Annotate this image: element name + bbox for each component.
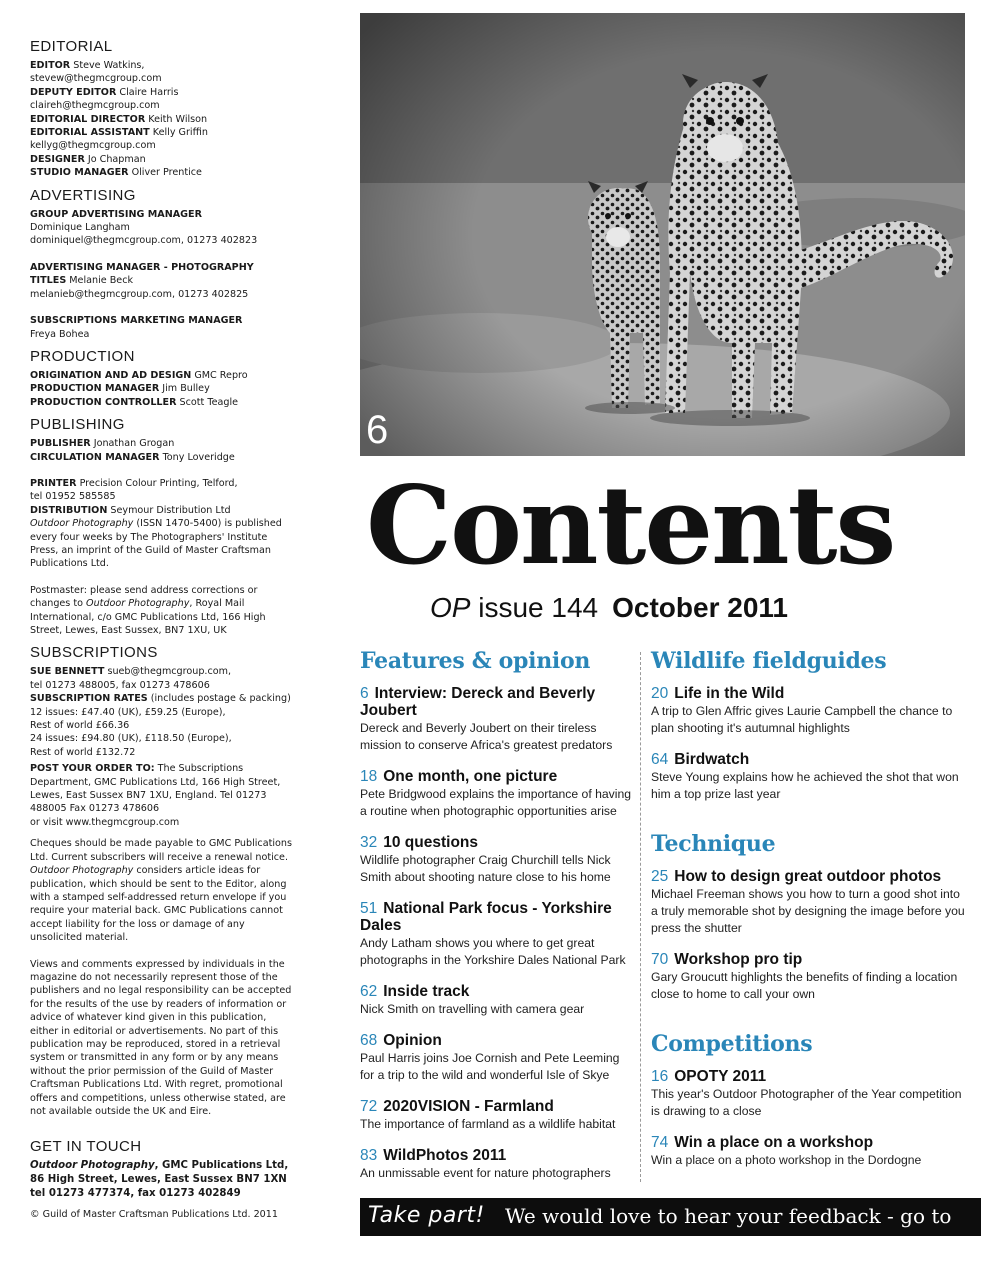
contents-entry[interactable] bbox=[360, 1147, 632, 1182]
masthead bbox=[30, 38, 292, 1229]
publishing-heading: PUBLISHING bbox=[30, 416, 125, 434]
category-wildlife: Wildlife fieldguides bbox=[651, 648, 887, 674]
editorial-line: EDITOR Steve Watkins, bbox=[30, 60, 145, 71]
subscriptions-heading: SUBSCRIPTIONS bbox=[30, 644, 158, 662]
contents-entry[interactable] bbox=[651, 751, 966, 803]
take-part-banner[interactable] bbox=[360, 1198, 981, 1236]
entry-title bbox=[360, 834, 632, 851]
printer-tel: tel 01952 585585 bbox=[30, 491, 116, 503]
editorial-line: STUDIO MANAGER Oliver Prentice bbox=[30, 167, 202, 179]
editorial-heading: EDITORIAL bbox=[30, 38, 113, 55]
entry-description: Paul Harris joins Joe Cornish and Pete Leeming for a trip to the wild and wonderful Isle of Skye bbox=[360, 1051, 620, 1082]
contents-entry[interactable] bbox=[651, 951, 966, 1003]
contents-entry[interactable] bbox=[360, 900, 632, 969]
issue-date: October 2011 bbox=[612, 592, 788, 623]
editorial-section bbox=[30, 38, 292, 180]
leopards-illustration bbox=[360, 13, 965, 456]
entry-page-number: 62 bbox=[360, 983, 378, 1000]
entry-title-text: How to design great outdoor photos bbox=[674, 868, 942, 885]
editorial-line[interactable]: claireh@thegmcgroup.com bbox=[30, 100, 160, 112]
entry-description: Andy Latham shows you where to get great photographs in the Yorkshire Dales National Park bbox=[360, 936, 626, 967]
entry-title-text: Workshop pro tip bbox=[674, 951, 803, 968]
rate-line: 12 issues: £47.40 (UK), £59.25 (Europe), bbox=[30, 706, 226, 718]
production-line: PRODUCTION MANAGER Jim Bulley bbox=[30, 383, 210, 395]
cheques-text: Cheques should be made payable to GMC Publications Ltd. Current subscribers will receive a renewal notice. Outdoor Photography considers article ideas for publication, which should be sent to the Editor, along with a stamped self-addressed return envelope if you require your material back. GMC Publications cannot accept liability for the loss or damage of any unsolicited material. bbox=[30, 838, 292, 944]
production-line: PRODUCTION CONTROLLER Scott Teagle bbox=[30, 396, 239, 408]
entry-page-number: 70 bbox=[651, 951, 669, 968]
contents-entry[interactable] bbox=[360, 768, 632, 820]
entry-description: The importance of farmland as a wildlife habitat bbox=[360, 1117, 616, 1131]
column-divider bbox=[640, 652, 641, 1182]
sections-column bbox=[651, 646, 966, 1183]
entry-title-text: Inside track bbox=[383, 983, 470, 1000]
contents-entry[interactable] bbox=[651, 685, 966, 737]
entry-page-number: 20 bbox=[651, 685, 669, 702]
issn-text: Outdoor Photography (ISSN 1470-5400) is published every four weeks by The Photographers' Institute Press, an imprint of the Guild of Master Craftsman Publications Ltd. bbox=[30, 518, 282, 570]
entry-page-number: 32 bbox=[360, 834, 378, 851]
order-address: POST YOUR ORDER TO: The Subscriptions Department, GMC Publications Ltd, 166 High Street, Lewes, East Sussex BN7 1XU, England. Tel 01273 488005 Fax 01273 478606 bbox=[30, 763, 281, 815]
subscriptions-contact: SUE BENNETT sueb@thegmcgroup.com, bbox=[30, 666, 232, 678]
rate-line: Rest of world £66.36 bbox=[30, 720, 130, 732]
entry-description: Nick Smith on travelling with camera gear bbox=[360, 1002, 585, 1016]
issue-op: OP bbox=[430, 592, 471, 623]
distribution-line: DISTRIBUTION Seymour Distribution Ltd bbox=[30, 504, 231, 516]
rate-line: 24 issues: £94.80 (UK), £118.50 (Europe), bbox=[30, 733, 232, 745]
entry-title-text: Life in the Wild bbox=[674, 685, 785, 702]
contents-entry[interactable] bbox=[651, 1134, 966, 1169]
entry-description: Win a place on a photo workshop in the Dordogne bbox=[651, 1153, 922, 1167]
entry-title bbox=[360, 685, 632, 719]
editorial-line: EDITORIAL ASSISTANT Kelly Griffin bbox=[30, 127, 208, 139]
entry-title-text: One month, one picture bbox=[383, 768, 558, 785]
entry-title-text: WildPhotos 2011 bbox=[383, 1147, 507, 1164]
take-part-tag: Take part! bbox=[368, 1203, 485, 1228]
page-title: Contents bbox=[366, 463, 895, 589]
category-features: Features & opinion bbox=[360, 648, 591, 674]
entry-page-number: 16 bbox=[651, 1068, 669, 1085]
production-heading: PRODUCTION bbox=[30, 347, 135, 365]
editorial-line: DEPUTY EDITOR Claire Harris bbox=[30, 86, 179, 98]
entry-page-number: 68 bbox=[360, 1032, 378, 1049]
advertising-line: SUBSCRIPTIONS MARKETING MANAGER bbox=[30, 315, 243, 327]
advertising-heading: ADVERTISING bbox=[30, 186, 136, 204]
entry-title-text: Opinion bbox=[383, 1032, 442, 1049]
entry-title-text: OPOTY 2011 bbox=[674, 1068, 767, 1085]
issue-line bbox=[430, 592, 788, 624]
entry-description: A trip to Glen Affric gives Laurie Campbell the chance to plan shooting it's autumnal highlights bbox=[651, 704, 953, 735]
advertising-line: GROUP ADVERTISING MANAGER bbox=[30, 208, 202, 220]
advertising-line[interactable]: melanieb@thegmcgroup.com, 01273 402825 bbox=[30, 288, 249, 300]
entry-title bbox=[360, 983, 632, 1000]
entry-title bbox=[651, 951, 966, 968]
publishing-line: CIRCULATION MANAGER Tony Loveridge bbox=[30, 451, 235, 463]
entry-title bbox=[651, 1068, 966, 1085]
subscription-rates: SUBSCRIPTION RATES (includes postage & packing) bbox=[30, 693, 291, 705]
editorial-line: DESIGNER Jo Chapman bbox=[30, 153, 146, 165]
category-technique: Technique bbox=[651, 831, 776, 857]
entry-page-number: 51 bbox=[360, 900, 378, 917]
entry-page-number: 18 bbox=[360, 768, 378, 785]
advertising-section bbox=[30, 187, 292, 341]
entry-description: This year's Outdoor Photographer of the Year competition is drawing to a close bbox=[651, 1087, 962, 1118]
printer-line: PRINTER Precision Colour Printing, Telford, bbox=[30, 477, 238, 489]
entry-title bbox=[651, 1134, 966, 1151]
contents-entry[interactable] bbox=[651, 1068, 966, 1120]
entry-page-number: 6 bbox=[360, 685, 369, 702]
advertising-line[interactable]: dominiquel@thegmcgroup.com, 01273 402823 bbox=[30, 235, 258, 247]
contents-entry[interactable] bbox=[360, 983, 632, 1018]
entry-description: An unmissable event for nature photographers bbox=[360, 1166, 611, 1180]
production-section bbox=[30, 348, 292, 409]
entry-title bbox=[651, 685, 966, 702]
entry-title bbox=[651, 868, 966, 885]
entry-description: Dereck and Beverly Joubert on their tireless mission to conserve Africa's greatest predators bbox=[360, 721, 613, 752]
advertising-line: TITLES Melanie Beck bbox=[30, 275, 134, 287]
entry-description: Gary Groucutt highlights the benefits of finding a location close to home to call your own bbox=[651, 970, 958, 1001]
subscriptions-section bbox=[30, 644, 292, 1118]
feedback-text: We would love to hear your feedback - go to bbox=[505, 1204, 952, 1228]
publishing-section bbox=[30, 416, 292, 637]
order-website[interactable]: or visit www.thegmcgroup.com bbox=[30, 816, 180, 828]
rate-line: Rest of world £132.72 bbox=[30, 746, 136, 758]
disclaimer-text: Views and comments expressed by individuals in the magazine do not necessarily represent those of the publishers and no legal responsibility can be accepted for the results of the use by readers of information or advice of whatever kind given in this publication, either in editorial or advertisements. No part of this publication may be reproduced, stored in a retrieval system or transmitted in any form or by any means without the prior permission of the Guild of Master Craftsman Publications Ltd. With regret, promotional offers and competitions, unless otherwise stated, are not available outside the UK and Eire. bbox=[30, 958, 292, 1117]
entry-title bbox=[360, 768, 632, 785]
entry-title-text: National Park focus - Yorkshire Dales bbox=[360, 900, 612, 934]
features-column bbox=[360, 646, 632, 1196]
advertising-line: Dominique Langham bbox=[30, 222, 130, 234]
entry-page-number: 74 bbox=[651, 1134, 669, 1151]
get-in-touch-address: Outdoor Photography, GMC Publications Ltd, 86 High Street, Lewes, East Sussex BN7 1XN tel 01273 477374, fax 01273 402849 bbox=[30, 1160, 289, 1199]
editorial-line: EDITORIAL DIRECTOR Keith Wilson bbox=[30, 113, 208, 125]
issue-number: issue 144 bbox=[470, 592, 599, 623]
editorial-line[interactable]: stevew@thegmcgroup.com bbox=[30, 73, 162, 85]
entry-description: Michael Freeman shows you how to turn a good shot into a truly memorable shot by designing the image before you press the shutter bbox=[651, 887, 965, 935]
entry-title bbox=[360, 1147, 632, 1164]
get-in-touch-section bbox=[30, 1138, 292, 1221]
contents-entry[interactable] bbox=[651, 868, 966, 937]
entry-title-text: Interview: Dereck and Beverly Joubert bbox=[360, 685, 596, 719]
leopards-photo bbox=[360, 13, 965, 456]
advertising-line: ADVERTISING MANAGER - PHOTOGRAPHY bbox=[30, 261, 254, 273]
publishing-line: PUBLISHER Jonathan Grogan bbox=[30, 438, 175, 450]
entry-title-text: Birdwatch bbox=[674, 751, 750, 768]
entry-page-number: 72 bbox=[360, 1098, 378, 1115]
entry-page-number: 25 bbox=[651, 868, 669, 885]
postmaster-text: Postmaster: please send address corrections or changes to Outdoor Photography, Royal Mail International, c/o GMC Publications Ltd, 166 High Street, Lewes, East Sussex, BN7 1XU, UK bbox=[30, 584, 266, 636]
entry-title bbox=[360, 1032, 632, 1049]
contents-entry[interactable] bbox=[360, 1032, 632, 1084]
entry-page-number: 83 bbox=[360, 1147, 378, 1164]
advertising-line: Freya Bohea bbox=[30, 328, 90, 340]
get-in-touch-heading: GET IN TOUCH bbox=[30, 1138, 142, 1156]
page-number: 6 bbox=[366, 408, 389, 452]
entry-title-text: 2020VISION - Farmland bbox=[383, 1098, 554, 1115]
entry-description: Wildlife photographer Craig Churchill tells Nick Smith about shooting nature close to his home bbox=[360, 853, 611, 884]
entry-title-text: 10 questions bbox=[383, 834, 478, 851]
entry-title bbox=[360, 900, 632, 934]
copyright-notice: © Guild of Master Craftsman Publications Ltd. 2011 bbox=[30, 1209, 278, 1221]
category-competitions: Competitions bbox=[651, 1031, 813, 1057]
entry-title-text: Win a place on a workshop bbox=[674, 1134, 874, 1151]
contents-entry[interactable] bbox=[360, 1098, 632, 1133]
editorial-line[interactable]: kellyg@thegmcgroup.com bbox=[30, 140, 156, 152]
entry-description: Pete Bridgwood explains the importance of having a routine when photographic opportunities arise bbox=[360, 787, 631, 818]
entry-description: Steve Young explains how he achieved the shot that won him a top prize last year bbox=[651, 770, 959, 801]
contents-entry[interactable] bbox=[360, 685, 632, 754]
production-line: ORIGINATION AND AD DESIGN GMC Repro bbox=[30, 369, 248, 381]
contents-entry[interactable] bbox=[360, 834, 632, 886]
entry-title bbox=[360, 1098, 632, 1115]
entry-page-number: 64 bbox=[651, 751, 669, 768]
entry-title bbox=[651, 751, 966, 768]
subscriptions-tel: tel 01273 488005, fax 01273 478606 bbox=[30, 679, 210, 691]
